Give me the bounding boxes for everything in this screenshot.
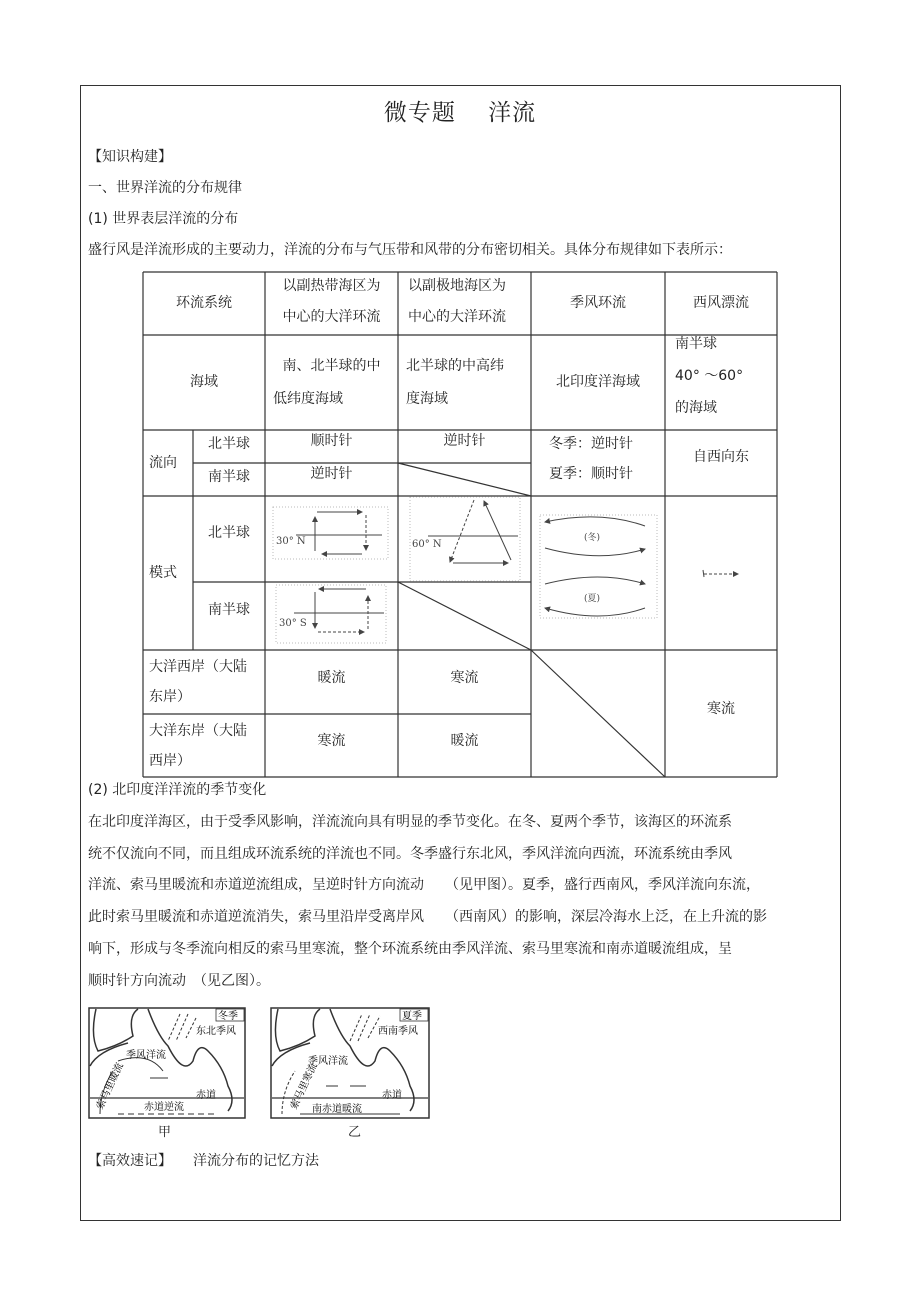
jia-wind: 东北季风	[196, 1026, 236, 1037]
lat-30n: 30° N	[276, 536, 306, 547]
heading-3: (2) 北印度洋洋流的季节变化	[88, 782, 267, 798]
west-coast-subpolar: 寒流	[450, 669, 479, 686]
yi-equator: 赤道	[382, 1090, 402, 1101]
section-tag: 【知识构建】	[88, 149, 172, 165]
west-coast-label	[143, 650, 265, 714]
west-coast-l2: 东岸）	[149, 689, 191, 705]
west-coast-l1: 大洋西岸（大陆	[149, 659, 247, 675]
east-coast-subpolar: 暖流	[450, 733, 479, 749]
header-subtropical-l2: 中心的大洋环流	[282, 308, 381, 325]
yi-somali: 索马里寒流	[288, 1061, 320, 1112]
sea-area-c4-l2: 40° ～60°	[675, 367, 744, 384]
header-westerly: 西风漂流	[693, 295, 749, 311]
yi-monsoon-current: 季风洋流	[308, 1056, 348, 1067]
flow-westerly: 自西向东	[693, 448, 749, 465]
intro-text: 盛行风是洋流形成的主要动力，洋流的分布与气压带和风带的分布密切相关。具体分布规律如下表所示：	[88, 242, 732, 258]
flow-monsoon-winter: 冬季：逆时针	[549, 436, 633, 452]
header-subpolar-l1: 以副极地海区为	[408, 277, 506, 294]
monsoon-winter-label: (冬)	[584, 533, 601, 543]
jia-season: 冬季	[218, 1011, 238, 1022]
jia-equator: 赤道	[196, 1090, 216, 1101]
sea-area-c4-l1: 南半球	[675, 335, 717, 352]
flow-label: 流向	[149, 454, 177, 471]
header-monsoon: 季风环流	[570, 295, 626, 311]
header-subpolar-l2: 中心的大洋环流	[408, 308, 506, 325]
memory-tag: 【高效速记】	[88, 1153, 172, 1169]
paragraph-line: 在北印度洋海区，由于受季风影响，洋流流向具有明显的季节变化。在冬、夏两个季节，该海区的环流系	[88, 814, 732, 830]
map-jia	[88, 1006, 248, 1121]
sea-area-c1-l1: 南、北半球的中	[282, 357, 381, 374]
sea-area-label: 海域	[190, 374, 218, 390]
heading-1: 一、世界洋流的分布规律	[88, 180, 242, 196]
sea-area-c2-l1: 北半球的中高纬	[406, 357, 504, 374]
flow-sh-label: 南半球	[208, 469, 250, 485]
header-system: 环流系统	[176, 295, 232, 311]
yi-season: 夏季	[402, 1011, 422, 1022]
monsoon-summer-label: (夏)	[584, 594, 601, 604]
east-coast-subtropical: 寒流	[317, 733, 346, 749]
caption-yi: 乙	[348, 1125, 362, 1140]
paragraph-line: 统不仅流向不同，而且组成环流系统的洋流也不同。冬季盛行东北风，季风洋流向西流，环流系统由季风	[88, 846, 732, 862]
sea-area-c4-l3: 的海域	[675, 399, 717, 416]
paragraph-line: 响下，形成与冬季流向相反的索马里寒流，整个环流系统由季风洋流、索马里寒流和南赤道暖流组成，呈	[88, 941, 732, 957]
east-coast-l1: 大洋东岸（大陆	[149, 722, 247, 739]
mode-label: 模式	[149, 564, 177, 581]
paragraph-line: 洋流、索马里暖流和赤道逆流组成，呈逆时针方向流动 （见甲图）。夏季，盛行西南风，季风洋流向东流，	[88, 877, 760, 893]
westerly-coast: 寒流	[707, 700, 735, 717]
sea-area-c2-l2: 度海域	[406, 390, 448, 407]
lat-30s: 30° S	[279, 618, 307, 629]
lat-60n: 60° N	[412, 539, 442, 550]
jia-monsoon-current: 季风洋流	[126, 1050, 166, 1061]
west-coast-subtropical: 暖流	[317, 669, 346, 686]
east-coast-l2: 西岸）	[149, 752, 191, 769]
map-yi	[270, 1006, 432, 1121]
subtropical-sh-diagram	[276, 585, 386, 643]
flow-nh-subtropical: 顺时针	[310, 432, 353, 449]
flow-nh-subpolar: 逆时针	[443, 432, 486, 449]
yi-wind: 西南季风	[378, 1026, 418, 1037]
subtropical-nh-diagram	[273, 507, 388, 559]
east-coast-label	[143, 714, 265, 777]
westerly-diagram	[703, 570, 738, 577]
sea-area-monsoon: 北印度洋海域	[556, 374, 640, 390]
memory-title: 洋流分布的记忆方法	[193, 1153, 319, 1169]
header-subtropical-l1: 以副热带海区为	[282, 277, 381, 294]
heading-2: (1) 世界表层洋流的分布	[88, 211, 239, 227]
paragraph-line: 顺时针方向流动 （见乙图）。	[88, 973, 270, 989]
jia-counter: 赤道逆流	[144, 1102, 184, 1113]
jia-somali: 索马里暖流	[94, 1061, 126, 1112]
paragraph-line: 此时索马里暖流和赤道逆流消失，索马里沿岸受离岸风 （西南风）的影响，深层冷海水上泛，在上升流的影	[88, 909, 767, 925]
flow-sh-subtropical: 逆时针	[310, 465, 353, 482]
mode-sh-label: 南半球	[208, 601, 250, 618]
flow-nh-label: 北半球	[208, 436, 250, 452]
page-title: 微专题 洋流	[383, 100, 537, 126]
yi-south-eq: 南赤道暖流	[312, 1104, 362, 1115]
flow-monsoon-summer: 夏季：顺时针	[549, 466, 633, 482]
mode-nh-label: 北半球	[208, 524, 250, 541]
caption-jia: 甲	[158, 1125, 172, 1140]
sea-area-c1-l2: 低纬度海域	[273, 390, 343, 407]
